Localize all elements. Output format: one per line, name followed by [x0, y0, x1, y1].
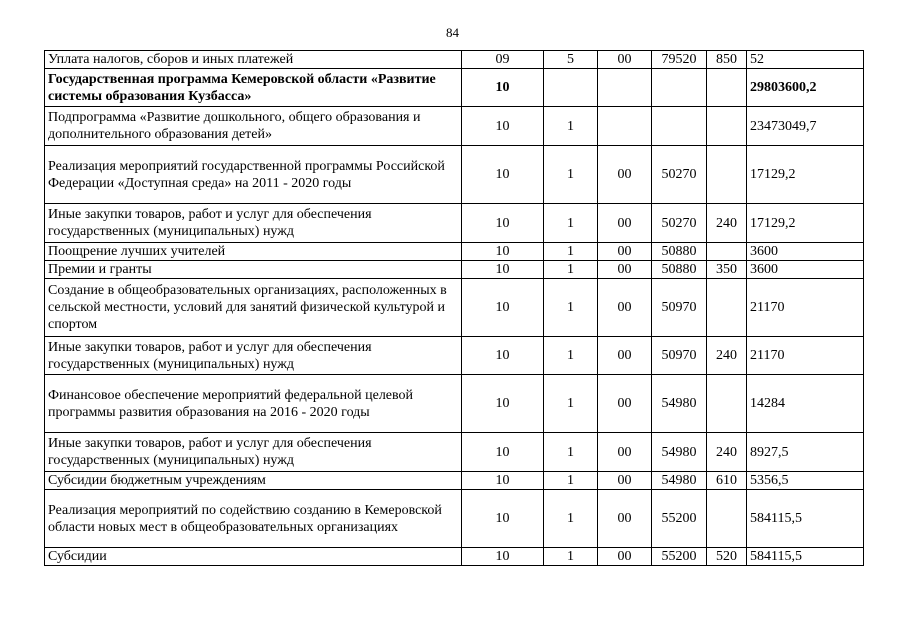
row-name-cell: Субсидии — [45, 548, 462, 566]
row-name-cell: Реализация мероприятий государственной программы Российской Федерации «Доступная среда» на 2011 - 2020 годы — [45, 146, 462, 204]
row-name-cell: Подпрограмма «Развитие дошкольного, общего образования и дополнительного образования детей» — [45, 107, 462, 146]
expense-type-cell — [707, 107, 747, 146]
table-row — [45, 51, 864, 69]
ministry-code-cell: 10 — [462, 146, 544, 204]
table-row — [45, 69, 864, 107]
target-article-cell: 54980 — [652, 433, 707, 472]
expense-type-cell: 240 — [707, 204, 747, 243]
expense-type-cell: 240 — [707, 433, 747, 472]
ministry-code-cell: 10 — [462, 472, 544, 490]
ministry-code-cell: 10 — [462, 279, 544, 337]
table-row — [45, 107, 864, 146]
section-code-cell: 1 — [544, 337, 598, 375]
row-name-cell: Уплата налогов, сборов и иных платежей — [45, 51, 462, 69]
subsection-code-cell: 00 — [598, 375, 652, 433]
amount-cell: 52 — [747, 51, 864, 69]
expense-type-cell — [707, 375, 747, 433]
target-article-cell: 50270 — [652, 146, 707, 204]
page-number: 84 — [446, 25, 459, 40]
amount-cell: 21170 — [747, 279, 864, 337]
expense-type-cell — [707, 490, 747, 548]
expense-type-cell — [707, 243, 747, 261]
expense-type-cell: 520 — [707, 548, 747, 566]
amount-cell: 3600 — [747, 243, 864, 261]
subsection-code-cell: 00 — [598, 51, 652, 69]
section-code-cell — [544, 69, 598, 107]
ministry-code-cell: 10 — [462, 243, 544, 261]
ministry-code-cell: 10 — [462, 261, 544, 279]
section-code-cell: 1 — [544, 433, 598, 472]
amount-cell: 8927,5 — [747, 433, 864, 472]
target-article-cell: 55200 — [652, 490, 707, 548]
target-article-cell — [652, 69, 707, 107]
expense-type-cell: 850 — [707, 51, 747, 69]
target-article-cell: 50880 — [652, 261, 707, 279]
expense-type-cell — [707, 69, 747, 107]
subsection-code-cell: 00 — [598, 472, 652, 490]
section-code-cell: 1 — [544, 261, 598, 279]
table-row — [45, 204, 864, 243]
amount-cell: 5356,5 — [747, 472, 864, 490]
amount-cell: 584115,5 — [747, 548, 864, 566]
amount-cell: 3600 — [747, 261, 864, 279]
section-code-cell: 1 — [544, 279, 598, 337]
row-name-cell: Поощрение лучших учителей — [45, 243, 462, 261]
amount-cell: 21170 — [747, 337, 864, 375]
subsection-code-cell — [598, 69, 652, 107]
amount-cell: 29803600,2 — [747, 69, 864, 107]
section-code-cell: 1 — [544, 146, 598, 204]
ministry-code-cell: 09 — [462, 51, 544, 69]
subsection-code-cell: 00 — [598, 146, 652, 204]
ministry-code-cell: 10 — [462, 375, 544, 433]
table-row — [45, 279, 864, 337]
table-row — [45, 472, 864, 490]
amount-cell: 17129,2 — [747, 146, 864, 204]
section-code-cell: 1 — [544, 490, 598, 548]
amount-cell: 584115,5 — [747, 490, 864, 548]
subsection-code-cell: 00 — [598, 548, 652, 566]
budget-table — [44, 50, 864, 566]
target-article-cell: 50270 — [652, 204, 707, 243]
amount-cell: 14284 — [747, 375, 864, 433]
budget-table-body — [45, 51, 864, 566]
ministry-code-cell: 10 — [462, 69, 544, 107]
row-name-cell: Субсидии бюджетным учреждениям — [45, 472, 462, 490]
section-code-cell: 5 — [544, 51, 598, 69]
row-name-cell: Иные закупки товаров, работ и услуг для обеспечения государственных (муниципальных) нужд — [45, 433, 462, 472]
table-row — [45, 243, 864, 261]
target-article-cell — [652, 107, 707, 146]
section-code-cell: 1 — [544, 204, 598, 243]
expense-type-cell: 610 — [707, 472, 747, 490]
table-row — [45, 433, 864, 472]
subsection-code-cell: 00 — [598, 337, 652, 375]
table-row — [45, 146, 864, 204]
row-name-cell: Иные закупки товаров, работ и услуг для обеспечения государственных (муниципальных) нужд — [45, 204, 462, 243]
amount-cell: 17129,2 — [747, 204, 864, 243]
amount-cell: 23473049,7 — [747, 107, 864, 146]
target-article-cell: 79520 — [652, 51, 707, 69]
target-article-cell: 50970 — [652, 279, 707, 337]
target-article-cell: 50970 — [652, 337, 707, 375]
subsection-code-cell — [598, 107, 652, 146]
section-code-cell: 1 — [544, 107, 598, 146]
target-article-cell: 54980 — [652, 472, 707, 490]
expense-type-cell: 240 — [707, 337, 747, 375]
ministry-code-cell: 10 — [462, 433, 544, 472]
row-name-cell: Премии и гранты — [45, 261, 462, 279]
row-name-cell: Финансовое обеспечение мероприятий федеральной целевой программы развития образования на 2016 - 2020 годы — [45, 375, 462, 433]
section-code-cell: 1 — [544, 472, 598, 490]
subsection-code-cell: 00 — [598, 261, 652, 279]
table-row — [45, 337, 864, 375]
ministry-code-cell: 10 — [462, 337, 544, 375]
target-article-cell: 54980 — [652, 375, 707, 433]
subsection-code-cell: 00 — [598, 204, 652, 243]
row-name-cell: Создание в общеобразовательных организациях, расположенных в сельской местности, условий для занятий физической культурой и спортом — [45, 279, 462, 337]
row-name-cell: Иные закупки товаров, работ и услуг для обеспечения государственных (муниципальных) нужд — [45, 337, 462, 375]
subsection-code-cell: 00 — [598, 279, 652, 337]
target-article-cell: 50880 — [652, 243, 707, 261]
section-code-cell: 1 — [544, 243, 598, 261]
table-row — [45, 548, 864, 566]
ministry-code-cell: 10 — [462, 548, 544, 566]
ministry-code-cell: 10 — [462, 107, 544, 146]
expense-type-cell — [707, 146, 747, 204]
section-code-cell: 1 — [544, 375, 598, 433]
subsection-code-cell: 00 — [598, 433, 652, 472]
table-row — [45, 490, 864, 548]
expense-type-cell — [707, 279, 747, 337]
table-row — [45, 261, 864, 279]
row-name-cell: Реализация мероприятий по содействию созданию в Кемеровской области новых мест в общеобразовательных организациях — [45, 490, 462, 548]
target-article-cell: 55200 — [652, 548, 707, 566]
table-row — [45, 375, 864, 433]
expense-type-cell: 350 — [707, 261, 747, 279]
subsection-code-cell: 00 — [598, 243, 652, 261]
section-code-cell: 1 — [544, 548, 598, 566]
ministry-code-cell: 10 — [462, 204, 544, 243]
subsection-code-cell: 00 — [598, 490, 652, 548]
ministry-code-cell: 10 — [462, 490, 544, 548]
row-name-cell: Государственная программа Кемеровской области «Развитие системы образования Кузбасса» — [45, 69, 462, 107]
